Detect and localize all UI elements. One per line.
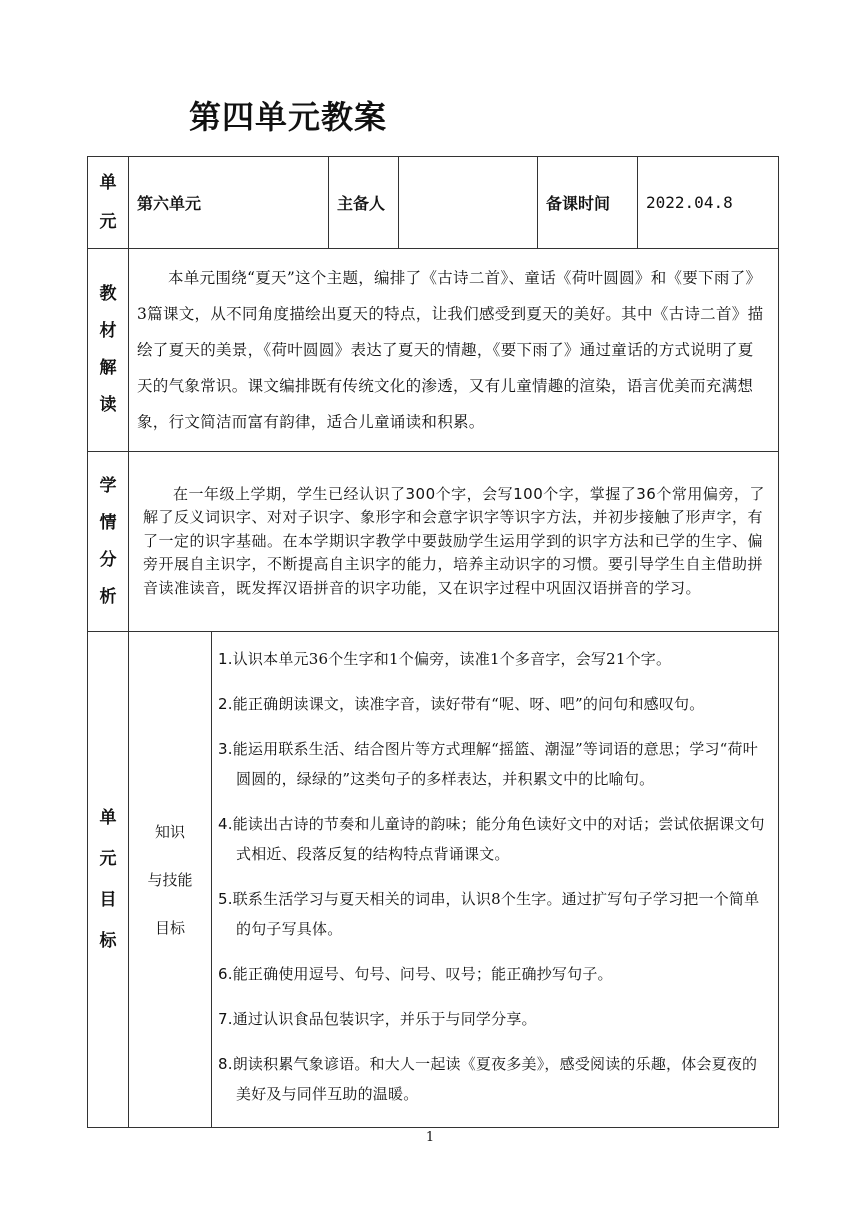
preparer-value [399, 157, 538, 249]
goal-item [218, 1049, 772, 1109]
textbook-label [88, 249, 129, 452]
prep-time-label: 备课时间 [538, 157, 638, 249]
label-char: 标 [99, 930, 117, 951]
label-char: 学 [99, 475, 117, 496]
goal-item [218, 959, 772, 989]
goal-number: 1. [218, 650, 233, 668]
goal-item [218, 689, 772, 719]
unit-value: 第六单元 [129, 157, 329, 249]
textbook-row [88, 249, 779, 452]
goal-text: 认识本单元36个生字和1个偏旁，读准1个多音字，会写21个字。 [232, 650, 672, 668]
analysis-label [88, 452, 129, 632]
label-char: 教 [99, 284, 117, 304]
page-title: 第四单元教案 [189, 98, 388, 136]
goal-text: 能正确朗读课文，读准字音，读好带有“呢、呀、吧”的问句和感叹句。 [232, 695, 705, 713]
label-char: 析 [99, 586, 117, 607]
label-char: 情 [99, 512, 117, 533]
lesson-plan-table [87, 156, 779, 1128]
label-char: 读 [99, 395, 117, 415]
goal-number: 8. [218, 1055, 233, 1073]
goal-item [218, 734, 772, 794]
goals-label [88, 632, 129, 1128]
learning-analysis: 在一年级上学期，学生已经认识了300个字，会写100个字，掌握了36个常用偏旁，了解了反义词识字、对对子识字、象形字和会意字识字等识字方法，并初步接触了形声字，有了一定的识字基础。在本学期识字教学中要鼓励学生运用学到的识字方法和已学的生字、偏旁开展自主识字，不断提高自主识字的能力，培养主动识字的习惯。要引导学生自主借助拼音读准读音，既发挥汉语拼音的识字功能，又在识字过程中巩固汉语拼音的学习。 [129, 452, 779, 632]
page-number: 1 [425, 1130, 435, 1145]
analysis-row [88, 452, 779, 632]
goals-row [88, 632, 779, 1128]
preparer-label: 主备人 [329, 157, 399, 249]
label-char: 目 [99, 889, 117, 910]
goal-text: 通过认识食品包装识字，并乐于与同学分享。 [232, 1010, 537, 1028]
goals-list [212, 632, 779, 1128]
goal-text: 联系生活学习与夏天相关的词串，认识8个生字。通过扩写句子学习把一个简单的句子写具体。 [232, 890, 760, 938]
goal-text: 能正确使用逗号、句号、问号、叹号；能正确抄写句子。 [232, 965, 613, 983]
goals-category [129, 632, 212, 1128]
goal-text: 朗读积累气象谚语。和大人一起读《夏夜多美》，感受阅读的乐趣，体会夏夜的美好及与同伴互助的温暖。 [232, 1055, 758, 1103]
goal-item [218, 809, 772, 869]
goals-category-line: 与技能 [147, 870, 193, 889]
label-char: 材 [99, 321, 117, 341]
goal-item [218, 884, 772, 944]
goal-number: 4. [218, 815, 233, 833]
label-char: 分 [99, 549, 117, 570]
unit-label [88, 157, 129, 249]
header-row [88, 157, 779, 249]
label-char: 单 [99, 807, 117, 828]
goal-item [218, 1004, 772, 1034]
prep-time-value: 2022.04.8 [638, 157, 779, 249]
label-char: 解 [99, 358, 117, 378]
goals-category-line: 知识 [154, 822, 185, 841]
goal-text: 能运用联系生活、结合图片等方式理解“摇篮、潮湿”等词语的意思；学习“荷叶圆圆的，绿绿的”这类句子的多样表达，并积累文中的比喻句。 [232, 740, 758, 788]
goal-text: 能读出古诗的节奏和儿童诗的韵味；能分角色读好文中的对话；尝试依据课文句式相近、段落反复的结构特点背诵课文。 [232, 815, 765, 863]
goal-number: 3. [218, 740, 233, 758]
goal-number: 2. [218, 695, 233, 713]
goal-number: 6. [218, 965, 233, 983]
goals-category-line: 目标 [154, 918, 185, 937]
label-char: 元 [99, 211, 117, 232]
label-char: 单 [99, 172, 117, 193]
goal-number: 5. [218, 890, 233, 908]
goal-number: 7. [218, 1010, 233, 1028]
goal-item [218, 644, 772, 674]
label-char: 元 [99, 848, 117, 869]
textbook-interpretation: 本单元围绕“夏天”这个主题，编排了《古诗二首》、童话《荷叶圆圆》和《要下雨了》3篇课文，从不同角度描绘出夏天的特点，让我们感受到夏天的美好。其中《古诗二首》描绘了夏天的美景，《荷叶圆圆》表达了夏天的情趣，《要下雨了》通过童话的方式说明了夏天的气象常识。课文编排既有传统文化的渗透，又有儿童情趣的渲染，语言优美而充满想象，行文简洁而富有韵律，适合儿童诵读和积累。 [129, 249, 779, 452]
